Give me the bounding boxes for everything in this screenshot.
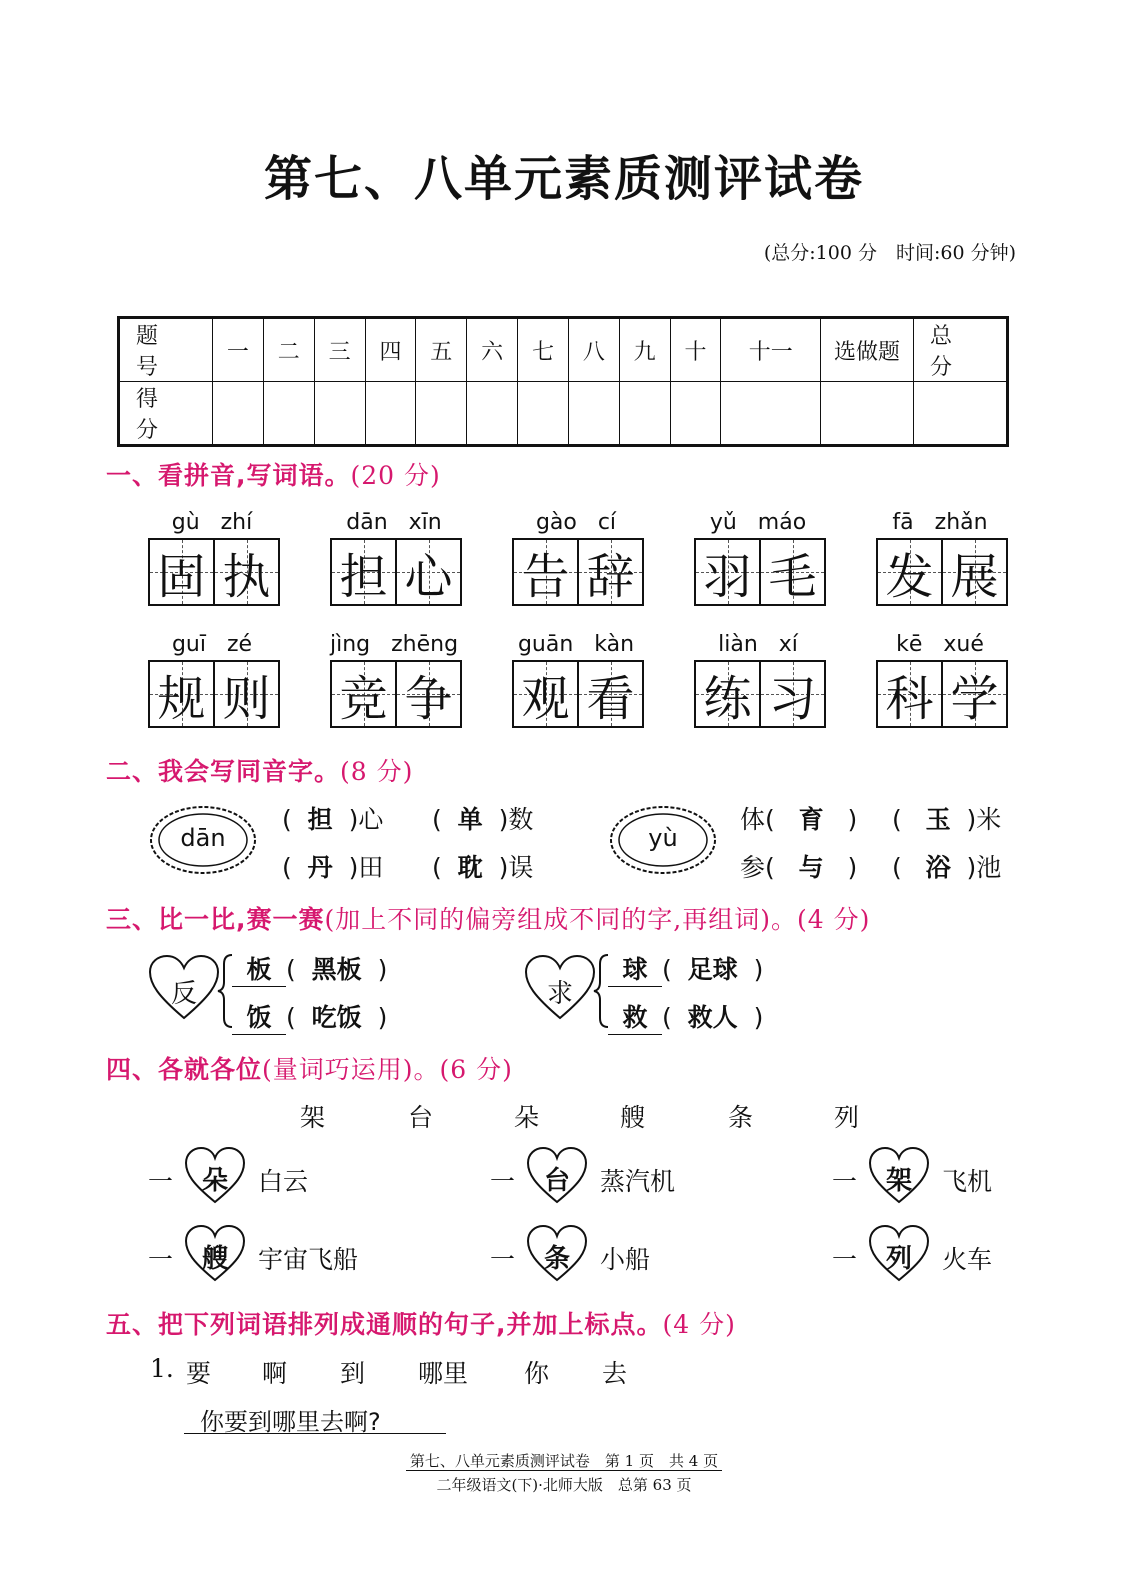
noun-text: 白云 xyxy=(258,1167,309,1196)
noun-text: 宇宙飞船 xyxy=(258,1245,359,1274)
homophone-answer: 耽 xyxy=(457,853,483,882)
tianzi-cell xyxy=(332,662,395,726)
measure-word-option: 列 xyxy=(834,1103,860,1132)
homophone-item: ( 耽 )误 xyxy=(432,853,534,882)
badge-right-pinyin: yù xyxy=(648,824,678,852)
section-3-score: (4 分) xyxy=(796,905,871,934)
homophone-suffix: 米 xyxy=(976,805,1002,834)
tianzi-cell xyxy=(577,662,642,726)
score-table xyxy=(117,316,1009,447)
pinyin-label: liàn xí xyxy=(718,632,798,657)
score-header-cell: 七 xyxy=(518,318,569,382)
handwritten-char: 羽 xyxy=(703,548,752,605)
section-5-title xyxy=(106,1305,736,1341)
tianzi-grid xyxy=(694,538,826,606)
handwritten-char: 规 xyxy=(157,670,206,727)
section-4-title xyxy=(106,1050,513,1086)
homophone-suffix: 池 xyxy=(976,853,1002,882)
tianzi-cell xyxy=(213,662,278,726)
sentence-answer: 你要到哪里去啊? xyxy=(184,1402,446,1434)
measure-word-option: 朵 xyxy=(514,1103,540,1132)
score-header-cell: 九 xyxy=(619,318,670,382)
radical-item: 救 ( 救人 ) xyxy=(608,998,763,1035)
section-2-score: (8 分) xyxy=(340,757,414,786)
score-header-cell: 三 xyxy=(314,318,365,382)
score-header-cell: 六 xyxy=(467,318,518,382)
scrambled-word: 哪里 xyxy=(418,1359,469,1388)
homophone-item: 参( 与 ) xyxy=(740,853,858,882)
measure-word-answer: 台 xyxy=(543,1166,570,1196)
tianzi-cell xyxy=(878,662,941,726)
homophone-suffix: 数 xyxy=(508,805,534,834)
pinyin-label: yǔ máo xyxy=(709,510,807,535)
section-3-heading: 三、比一比,赛一赛 xyxy=(106,905,325,934)
footer-page-info: 第七、八单元素质测评试卷 第 1 页 共 4 页 xyxy=(406,1452,722,1471)
handwritten-char: 执 xyxy=(222,548,271,605)
numeral-one: 一 xyxy=(832,1245,858,1274)
score-cell xyxy=(721,382,821,446)
radical-base-char: 求 xyxy=(546,979,573,1009)
noun-text: 火车 xyxy=(942,1245,993,1274)
exam-info: (总分:100 分 时间:60 分钟) xyxy=(763,242,1016,264)
score-cell xyxy=(213,382,264,446)
measure-word-answer: 列 xyxy=(885,1244,912,1274)
handwritten-char: 竞 xyxy=(339,670,388,727)
pinyin-label: dān xīn xyxy=(346,510,442,535)
noun-text: 飞机 xyxy=(942,1167,993,1196)
radical-answer-char: 球 xyxy=(608,950,662,987)
tianzi-grid xyxy=(876,538,1008,606)
homophone-item: ( 浴 )池 xyxy=(892,853,1002,882)
handwritten-char: 习 xyxy=(768,670,817,727)
score-cell xyxy=(518,382,569,446)
tianzi-grid xyxy=(330,538,462,606)
numeral-one: 一 xyxy=(490,1245,516,1274)
pinyin-label: gào cí xyxy=(535,510,617,535)
measure-word-option: 台 xyxy=(408,1103,434,1132)
handwritten-char: 观 xyxy=(521,670,570,727)
tianzi-grid xyxy=(512,660,644,728)
measure-word-answer: 艘 xyxy=(201,1244,228,1274)
handwritten-char: 展 xyxy=(950,548,999,605)
section-4-heading: 四、各就各位 xyxy=(106,1055,263,1084)
sentence-number: 1. xyxy=(150,1354,174,1383)
tianzi-grid xyxy=(694,660,826,728)
tianzi-cell xyxy=(150,662,213,726)
tianzi-cell xyxy=(514,662,577,726)
handwritten-char: 担 xyxy=(339,548,388,605)
tianzi-cell xyxy=(514,540,577,604)
score-cell xyxy=(619,382,670,446)
section-5-score: (4 分) xyxy=(662,1310,736,1339)
section-4-note: (量词巧运用)。 xyxy=(262,1055,440,1084)
tianzi-cell xyxy=(878,540,941,604)
radical-answer-word: 吃饭 xyxy=(311,1003,362,1032)
score-header-cell: 十 xyxy=(670,318,721,382)
homophone-item: ( 丹 )田 xyxy=(282,853,384,882)
handwritten-char: 辞 xyxy=(586,548,635,605)
score-header-cell: 二 xyxy=(263,318,314,382)
section-2-title xyxy=(106,752,413,788)
footer-line-2: 二年级语文(下)·北师大版 总第 63 页 xyxy=(436,1476,692,1494)
handwritten-char: 争 xyxy=(404,670,453,727)
radical-item: 饭 ( 吃饭 ) xyxy=(232,998,387,1035)
noun-text: 小船 xyxy=(600,1245,651,1274)
handwritten-char: 毛 xyxy=(768,548,817,605)
handwritten-char: 练 xyxy=(703,670,752,727)
tianzi-cell xyxy=(941,540,1006,604)
noun-text: 蒸汽机 xyxy=(600,1167,676,1196)
tianzi-cell xyxy=(332,540,395,604)
radical-answer-char: 板 xyxy=(232,950,286,987)
badge-left-pinyin: dān xyxy=(180,824,226,852)
score-header-cell: 十一 xyxy=(721,318,821,382)
section-1-title xyxy=(106,456,441,492)
pinyin-label: guān kàn xyxy=(517,632,635,657)
footer-line-1 xyxy=(0,1450,1128,1471)
score-row-label: 得 分 xyxy=(119,382,213,446)
homophone-suffix: 误 xyxy=(508,853,534,882)
scrambled-word: 要 xyxy=(186,1359,212,1388)
numeral-one: 一 xyxy=(148,1245,174,1274)
measure-word-answer: 条 xyxy=(543,1244,570,1274)
score-cell xyxy=(467,382,518,446)
score-table-score-row xyxy=(119,382,1008,446)
section-1-heading: 一、看拼音,写词语。 xyxy=(106,461,351,490)
tianzi-grid xyxy=(148,660,280,728)
section-4-score: (6 分) xyxy=(439,1055,513,1084)
radical-answer-word: 足球 xyxy=(687,955,738,984)
tianzi-grid xyxy=(148,538,280,606)
score-header-cell: 一 xyxy=(213,318,264,382)
measure-word-option: 条 xyxy=(728,1103,754,1132)
radical-base-char: 反 xyxy=(170,979,197,1009)
radical-answer-word: 救人 xyxy=(687,1003,738,1032)
score-header-cell: 四 xyxy=(365,318,416,382)
pinyin-label: fā zhǎn xyxy=(892,510,988,535)
radical-item: 板 ( 黑板 ) xyxy=(232,950,387,987)
score-cell xyxy=(314,382,365,446)
tianzi-cell xyxy=(759,662,824,726)
section-3-title xyxy=(106,900,870,936)
score-table-header-row xyxy=(119,318,1008,382)
tianzi-cell xyxy=(759,540,824,604)
scrambled-word: 到 xyxy=(340,1359,366,1388)
section-1-score: (20 分) xyxy=(350,461,441,490)
score-cell xyxy=(568,382,619,446)
score-header-cell: 选做题 xyxy=(821,318,914,382)
tianzi-cell xyxy=(213,540,278,604)
scrambled-word: 你 xyxy=(524,1359,550,1388)
homophone-suffix: 田 xyxy=(358,853,384,882)
handwritten-char: 心 xyxy=(404,548,453,605)
score-cell xyxy=(821,382,914,446)
tianzi-cell xyxy=(150,540,213,604)
scrambled-word: 啊 xyxy=(262,1359,288,1388)
tianzi-cell xyxy=(395,540,460,604)
homophone-item: 体( 育 ) xyxy=(740,805,858,834)
radical-item: 球 ( 足球 ) xyxy=(608,950,763,987)
section-5-heading: 五、把下列词语排列成通顺的句子,并加上标点。 xyxy=(106,1310,663,1339)
homophone-answer: 与 xyxy=(798,853,824,882)
score-cell xyxy=(670,382,721,446)
homophone-answer: 单 xyxy=(457,805,483,834)
handwritten-char: 则 xyxy=(222,670,271,727)
handwritten-char: 科 xyxy=(885,670,934,727)
numeral-one: 一 xyxy=(490,1167,516,1196)
radical-answer-char: 救 xyxy=(608,998,662,1035)
homophone-item: ( 玉 )米 xyxy=(892,805,1002,834)
homophone-answer: 浴 xyxy=(925,853,951,882)
handwritten-char: 看 xyxy=(586,670,635,727)
tianzi-cell xyxy=(395,662,460,726)
score-header-cell: 五 xyxy=(416,318,467,382)
score-cell xyxy=(416,382,467,446)
handwritten-char: 告 xyxy=(521,548,570,605)
scrambled-word: 去 xyxy=(602,1359,628,1388)
score-cell xyxy=(263,382,314,446)
radical-answer-word: 黑板 xyxy=(311,955,362,984)
homophone-prefix: 体 xyxy=(740,805,766,834)
homophone-answer: 玉 xyxy=(925,805,951,834)
tianzi-grid xyxy=(330,660,462,728)
homophone-prefix: 参 xyxy=(740,853,766,882)
numeral-one: 一 xyxy=(148,1167,174,1196)
radical-answer-char: 饭 xyxy=(232,998,286,1035)
handwritten-char: 发 xyxy=(885,548,934,605)
measure-word-option: 艘 xyxy=(620,1103,646,1132)
pinyin-label: gù zhí xyxy=(171,510,253,535)
page-title: 第七、八单元素质测评试卷 xyxy=(263,151,864,207)
pinyin-label: guī zé xyxy=(171,632,253,657)
score-header-cell: 总 分 xyxy=(914,318,1008,382)
homophone-item: ( 担 )心 xyxy=(282,805,384,834)
tianzi-grid xyxy=(876,660,1008,728)
handwritten-char: 学 xyxy=(950,670,999,727)
homophone-answer: 担 xyxy=(307,805,333,834)
numeral-one: 一 xyxy=(832,1167,858,1196)
handwritten-char: 固 xyxy=(157,548,206,605)
tianzi-cell xyxy=(696,662,759,726)
homophone-answer: 丹 xyxy=(307,853,333,882)
measure-word-option: 架 xyxy=(300,1103,326,1132)
score-header-cell: 题 号 xyxy=(119,318,213,382)
pinyin-label: jìng zhēng xyxy=(329,632,459,657)
score-header-cell: 八 xyxy=(568,318,619,382)
tianzi-grid xyxy=(512,538,644,606)
homophone-suffix: 心 xyxy=(358,805,384,834)
score-cell xyxy=(365,382,416,446)
tianzi-cell xyxy=(577,540,642,604)
homophone-item: ( 单 )数 xyxy=(432,805,534,834)
tianzi-cell xyxy=(696,540,759,604)
homophone-answer: 育 xyxy=(798,805,824,834)
score-cell xyxy=(914,382,1008,446)
measure-word-answer: 架 xyxy=(885,1166,912,1196)
section-2-heading: 二、我会写同音字。 xyxy=(106,757,341,786)
tianzi-cell xyxy=(941,662,1006,726)
section-3-note: (加上不同的偏旁组成不同的字,再组词)。 xyxy=(324,905,797,934)
pinyin-label: kē xué xyxy=(896,632,984,657)
measure-word-answer: 朵 xyxy=(201,1166,228,1196)
